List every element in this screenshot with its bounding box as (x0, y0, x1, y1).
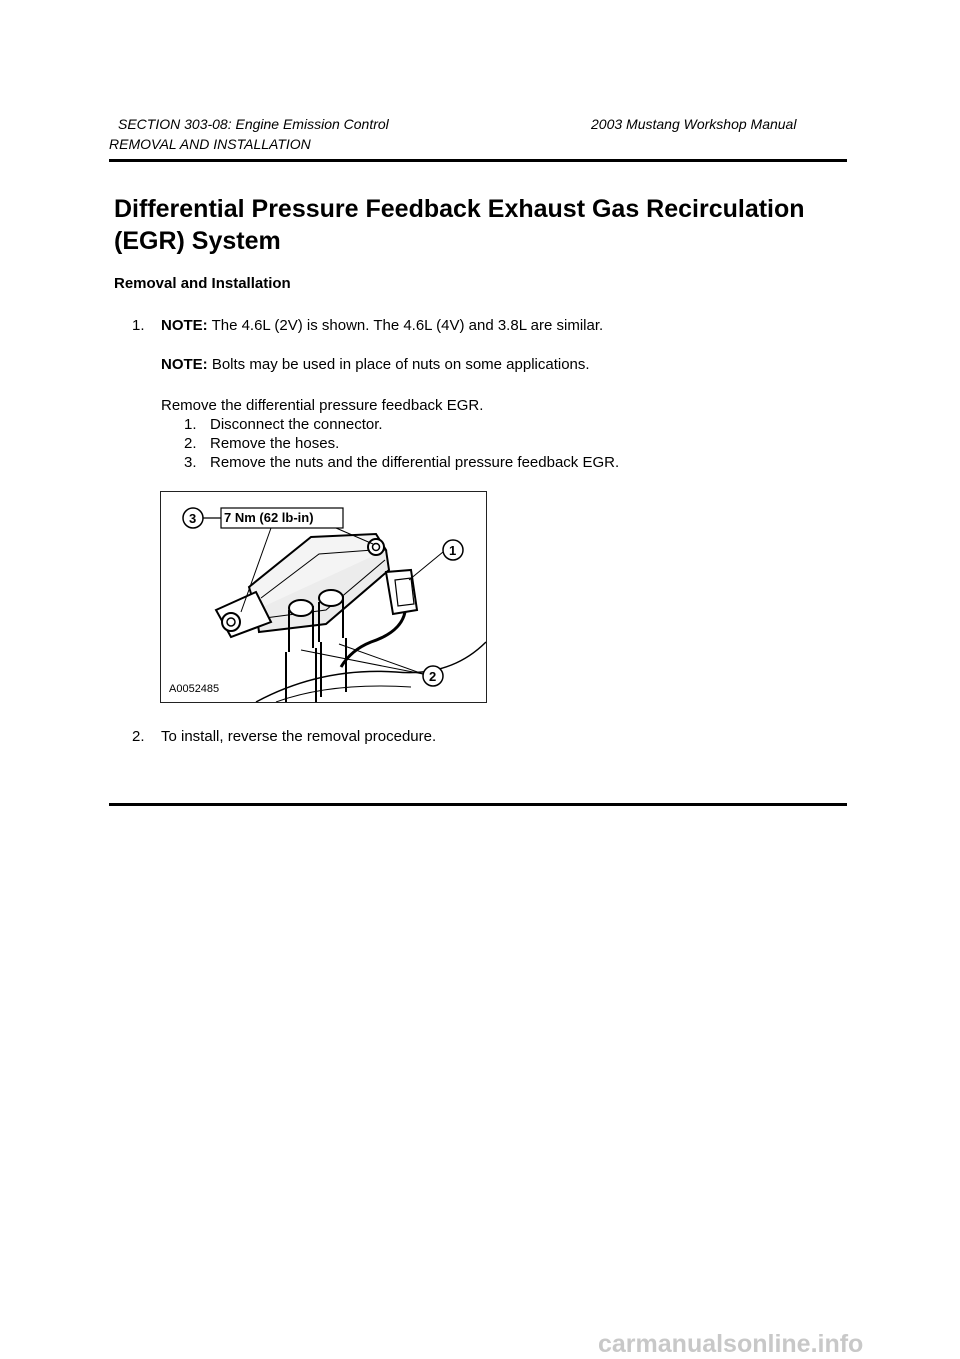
header-subsection: REMOVAL AND INSTALLATION (109, 136, 311, 152)
substep-3-number: 3. (184, 454, 197, 471)
substep-2-text: Remove the hoses. (210, 435, 340, 452)
header-manual-title: 2003 Mustang Workshop Manual (591, 116, 797, 132)
substep-1-number: 1. (184, 416, 197, 433)
section-subtitle: Removal and Installation (114, 275, 291, 292)
step-1-number: 1. (132, 317, 145, 334)
page-title: Differential Pressure Feedback Exhaust Gas Recirculation (EGR) System (114, 195, 805, 255)
step-1-note-1 (161, 317, 603, 334)
bottom-divider (109, 803, 847, 806)
figure-code: A0052485 (169, 683, 220, 695)
step-2-text: To install, reverse the removal procedure. (161, 728, 437, 745)
egr-figure (160, 491, 487, 703)
note-text: Bolts may be used in place of nuts on some applications. (207, 356, 590, 373)
header-section: SECTION 303-08: Engine Emission Control (118, 116, 389, 132)
callout-1: 1 (449, 543, 457, 558)
substep-2-number: 2. (184, 435, 197, 452)
note-label: NOTE: (161, 317, 208, 334)
torque-spec: 7 Nm (62 lb-in) (224, 510, 314, 525)
substep-1-text: Disconnect the connector. (210, 416, 383, 433)
watermark: carmanualsonline.info (598, 1330, 864, 1358)
substep-3-text: Remove the nuts and the differential pressure feedback EGR. (210, 454, 620, 471)
note-text: The 4.6L (2V) is shown. The 4.6L (4V) and 3.8L are similar. (207, 317, 604, 334)
note-label: NOTE: (161, 356, 208, 373)
callout-2: 2 (429, 669, 437, 684)
step-1-instruction: Remove the differential pressure feedback EGR. (161, 397, 484, 414)
top-divider (109, 159, 847, 162)
egr-illustration (161, 492, 486, 702)
callout-3: 3 (189, 511, 197, 526)
step-2-number: 2. (132, 728, 145, 745)
step-1-note-2 (161, 356, 590, 373)
